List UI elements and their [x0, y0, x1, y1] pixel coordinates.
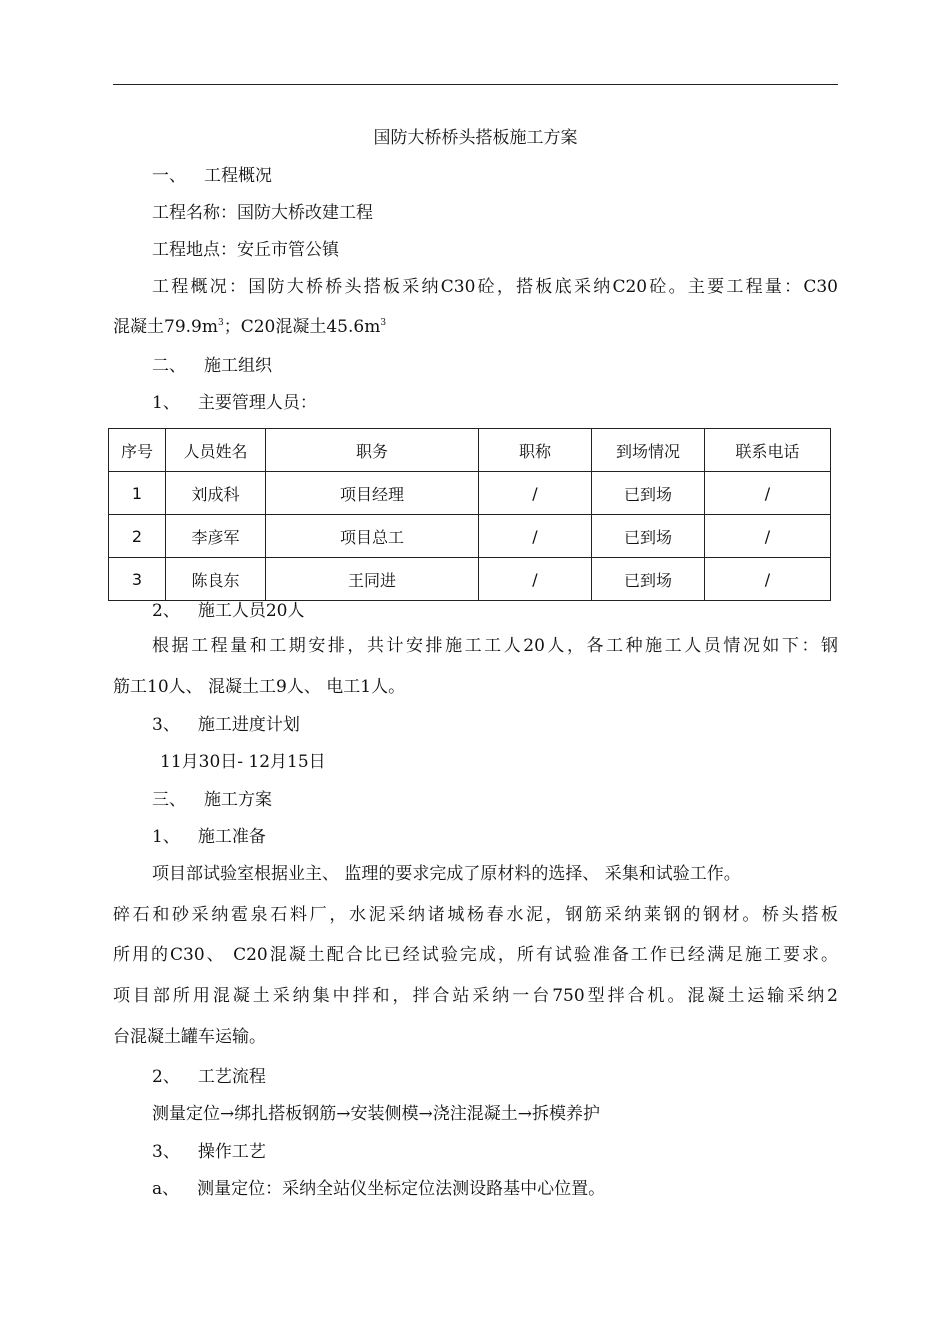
cubic-superscript: 3 [380, 318, 387, 328]
section-2-heading [152, 355, 838, 377]
column-header: 序号 [109, 429, 166, 472]
table-cell: 1 [109, 472, 166, 515]
section-title: 施工组织 [204, 356, 272, 376]
workers-line-2: 筋工10人、 混凝土工9人、 电工1人。 [113, 677, 406, 697]
step-label: a、 [152, 1179, 180, 1199]
section-title: 工程概况 [204, 166, 272, 186]
section-number: 三、 [152, 790, 186, 810]
prep-line-1: 项目部试验室根据业主、 监理的要求完成了原材料的选择、 采集和试验工作。 [152, 864, 741, 884]
project-location: 工程地点：安丘市管公镇 [152, 240, 339, 260]
header-rule [113, 84, 838, 85]
table-cell: 王同进 [266, 558, 479, 601]
schedule-dates: 11月30日- 12月15日 [160, 752, 326, 772]
subsection-title: 操作工艺 [197, 1142, 266, 1162]
prep-line-3: 所用的C30、 C20混凝土配合比已经试验完成，所有试验准备工作已经满足施工要求。 [113, 945, 838, 965]
subsection-number: 3、 [152, 715, 180, 735]
table-cell: 陈良东 [166, 558, 266, 601]
table-cell: 李彦军 [166, 515, 266, 558]
table-cell: 项目经理 [266, 472, 479, 515]
column-header: 职称 [479, 429, 592, 472]
column-header: 到场情况 [592, 429, 705, 472]
table-row [109, 558, 831, 601]
subsection-managers-heading [152, 392, 838, 414]
subsection-number: 1、 [152, 393, 180, 413]
subsection-title: 工艺流程 [197, 1067, 266, 1087]
subsection-title: 施工人员20人 [197, 601, 305, 621]
table-row [109, 472, 831, 515]
table-cell: 已到场 [592, 558, 705, 601]
quantity-c30: 混凝土79.9m [113, 317, 218, 337]
table-cell: / [705, 558, 831, 601]
workers-line-1: 根据工程量和工期安排，共计安排施工工人20人，各工种施工人员情况如下：钢 [152, 636, 838, 656]
prep-line-2: 碎石和砂采纳雹泉石料厂，水泥采纳诸城杨春水泥，钢筋采纳莱钢的钢材。桥头搭板 [113, 905, 838, 925]
prep-line-4: 项目部所用混凝土采纳集中拌和，拌合站采纳一台750型拌合机。混凝土运输采纳2 [113, 986, 838, 1006]
table-row [109, 515, 831, 558]
subsection-number: 2、 [152, 1067, 180, 1087]
section-number: 一、 [152, 166, 186, 186]
subsection-number: 3、 [152, 1142, 180, 1162]
cubic-superscript: 3 [217, 318, 224, 328]
subsection-title: 施工准备 [197, 827, 266, 847]
subsection-title: 主要管理人员： [197, 393, 317, 413]
table-cell: / [705, 472, 831, 515]
section-1-heading [152, 165, 838, 187]
subsection-workers-heading [152, 600, 838, 622]
table-cell: 已到场 [592, 515, 705, 558]
step-text: 测量定位：采纳全站仪坐标定位法测设路基中心位置。 [197, 1179, 606, 1199]
column-header: 职务 [266, 429, 479, 472]
subsection-prep-heading [152, 826, 838, 848]
table-cell: / [479, 515, 592, 558]
overview-line-1: 工程概况：国防大桥桥头搭板采纳C30砼，搭板底采纳C20砼。主要工程量：C30 [152, 277, 838, 297]
section-3-heading [152, 789, 838, 811]
subsection-title: 施工进度计划 [197, 715, 300, 735]
column-header: 人员姓名 [166, 429, 266, 472]
table-header-row [109, 429, 831, 472]
column-header: 联系电话 [705, 429, 831, 472]
quantity-c20: ；C20混凝土45.6m [223, 317, 381, 337]
overview-line-2 [113, 316, 838, 338]
table-cell: 2 [109, 515, 166, 558]
subsection-schedule-heading [152, 714, 838, 736]
table-cell: / [479, 472, 592, 515]
subsection-number: 2、 [152, 601, 180, 621]
table-cell: 项目总工 [266, 515, 479, 558]
section-number: 二、 [152, 356, 186, 376]
project-name: 工程名称：国防大桥改建工程 [152, 203, 373, 223]
operation-step-a [152, 1178, 838, 1200]
table-cell: 已到场 [592, 472, 705, 515]
table-cell: / [479, 558, 592, 601]
management-staff-table [108, 428, 831, 601]
table-cell: 3 [109, 558, 166, 601]
subsection-number: 1、 [152, 827, 180, 847]
process-flow: 测量定位→绑扎搭板钢筋→安装侧模→浇注混凝土→拆模养护 [152, 1104, 600, 1124]
document-title: 国防大桥桥头搭板施工方案 [373, 128, 578, 148]
subsection-flow-heading [152, 1066, 838, 1088]
subsection-operation-heading [152, 1141, 838, 1163]
section-title: 施工方案 [204, 790, 272, 810]
table-cell: / [705, 515, 831, 558]
prep-line-5: 台混凝土罐车运输。 [113, 1027, 266, 1047]
table-cell: 刘成科 [166, 472, 266, 515]
